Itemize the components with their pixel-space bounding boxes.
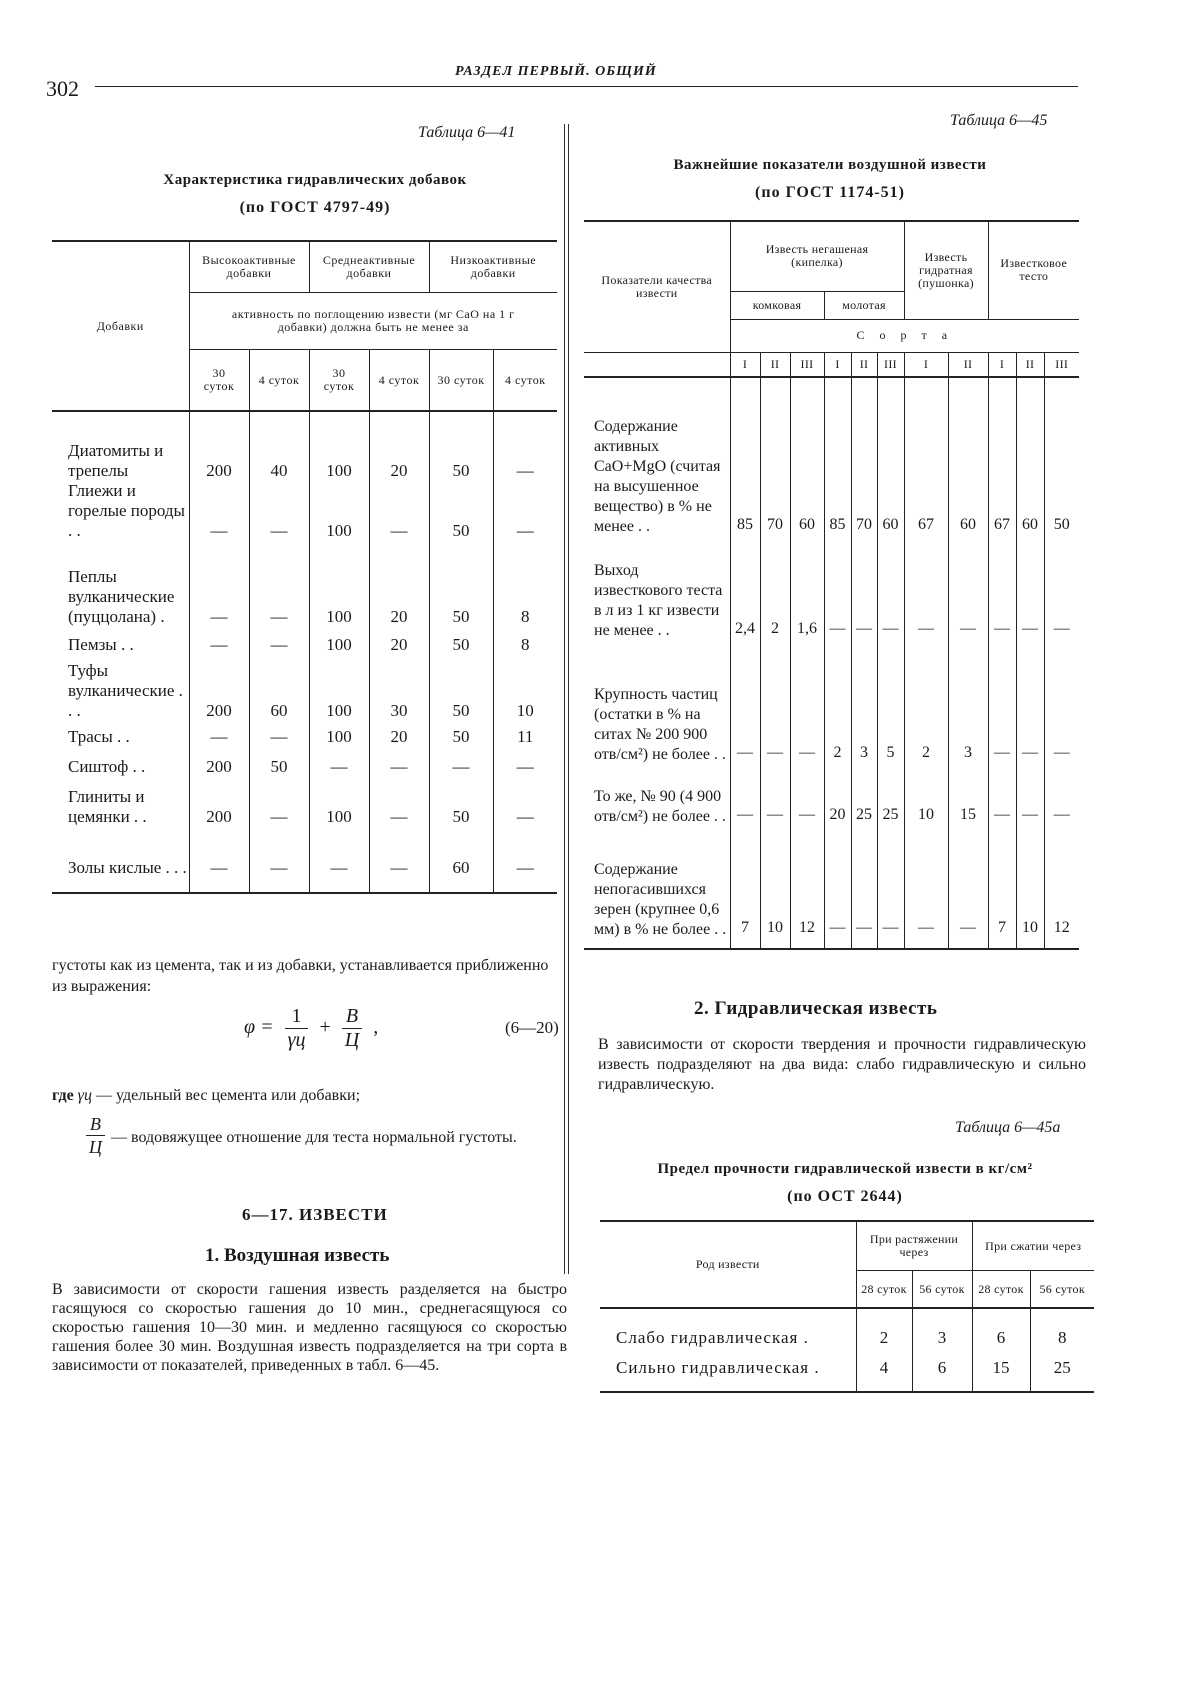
cell: 25: [1053, 1358, 1071, 1377]
fraction-numerator: В: [86, 1113, 105, 1136]
cell: 200: [189, 777, 249, 827]
legend-fraction: [86, 1113, 105, 1158]
cell: —: [948, 537, 988, 641]
page-number: 302: [46, 76, 79, 101]
running-head: РАЗДЕЛ ПЕРВЫЙ. ОБЩИЙ: [455, 64, 657, 79]
legend-definition: — удельный вес цемента или добавки;: [95, 1087, 361, 1104]
cell: —: [189, 481, 249, 541]
subsection-heading: 1. Воздушная известь: [205, 1245, 390, 1266]
subgroup-ground: молотая: [824, 291, 904, 319]
fraction-water-binder: [342, 1005, 362, 1052]
cell: 15: [948, 765, 988, 827]
cell: —: [429, 747, 493, 777]
table-row: [52, 777, 557, 827]
cell: —: [851, 537, 877, 641]
cell: —: [904, 827, 948, 949]
cell: 10: [516, 701, 534, 720]
cell: —: [369, 777, 429, 827]
cell: 20: [369, 429, 429, 481]
section-heading: 6—17. ИЗВЕСТИ: [242, 1205, 388, 1224]
table-45a-title: Предел прочности гидравлической извести в кг/см²: [657, 1161, 1033, 1177]
table-41-label: Таблица 6—41: [418, 124, 516, 141]
group-tension: При растяжении через: [856, 1221, 972, 1271]
cell: 60: [790, 377, 824, 537]
grade-header: III: [790, 353, 824, 377]
cell: —: [760, 765, 790, 827]
cell: —: [189, 627, 249, 655]
row-name: Трасы . .: [52, 721, 189, 747]
cell: —: [730, 641, 760, 765]
cell: —: [790, 641, 824, 765]
cell: —: [189, 827, 249, 893]
cell: —: [760, 641, 790, 765]
legend-line-2: [52, 1113, 572, 1158]
cell: 4: [856, 1353, 912, 1392]
cell: —: [851, 827, 877, 949]
legend-definition: — водовяжущее отношение для теста нормальной густоты.: [111, 1129, 517, 1146]
fraction-numerator: 1: [285, 1005, 309, 1029]
table-row: [52, 721, 557, 747]
cell: —: [988, 641, 1016, 765]
cell: —: [249, 481, 309, 541]
cell: 60: [429, 827, 493, 893]
cell: 3: [912, 1308, 972, 1353]
row-name: Крупность частиц (остатки в % на ситах № 200 900 отв/см²) не более . .: [584, 641, 730, 765]
grade-header: II: [760, 353, 790, 377]
table-45-standard: (по ГОСТ 1174-51): [755, 184, 905, 201]
cell: —: [790, 765, 824, 827]
cell: —: [516, 521, 534, 540]
row-name: Пемзы . .: [52, 627, 189, 655]
cell: 20: [369, 541, 429, 627]
table-45a: [600, 1220, 1094, 1393]
cell: 200: [189, 747, 249, 777]
group-low: Низкоактивные добавки: [450, 253, 537, 280]
table-41-title: Характеристика гидравлических добавок: [163, 172, 467, 188]
cell: 1,6: [790, 537, 824, 641]
cell: 60: [948, 377, 988, 537]
subsection-heading: 2. Гидравлическая известь: [694, 998, 938, 1019]
cell: —: [249, 827, 309, 893]
cell: 100: [309, 481, 369, 541]
cell: 2: [824, 641, 851, 765]
cell: 100: [309, 627, 369, 655]
formula-legend: [52, 1085, 572, 1158]
period-header: 28 суток: [972, 1271, 1030, 1309]
cell: 25: [877, 765, 904, 827]
cell: —: [948, 827, 988, 949]
grade-header: I: [824, 353, 851, 377]
cell: 60: [1016, 377, 1044, 537]
subgroup-lump: комковая: [730, 291, 824, 319]
table-row: [52, 655, 557, 721]
formula-plus: +: [319, 1016, 331, 1039]
grade-header: III: [1044, 353, 1079, 377]
group-lime-paste: Известковое тесто: [1000, 256, 1068, 284]
cell: 12: [1053, 918, 1070, 936]
grade-header: II: [1016, 353, 1044, 377]
cell: —: [249, 721, 309, 747]
cell: —: [369, 827, 429, 893]
cell: 50: [1053, 515, 1070, 533]
table-45-title: Важнейшие показатели воздушной извести: [673, 157, 987, 173]
period-header: 4 суток: [504, 372, 546, 387]
table-45: [584, 220, 1079, 950]
period-header: 56 суток: [912, 1271, 972, 1309]
cell: 67: [904, 377, 948, 537]
cell: 100: [309, 655, 369, 721]
cell: 5: [877, 641, 904, 765]
cell: —: [369, 481, 429, 541]
group-compression: При сжатии через: [985, 1238, 1082, 1253]
cell: 12: [790, 827, 824, 949]
period-header: 30 суток: [309, 350, 369, 412]
period-header: 30 суток: [189, 350, 249, 412]
cell: —: [249, 777, 309, 827]
cell: —: [1016, 641, 1044, 765]
cell: 10: [904, 765, 948, 827]
table-45a-standard: (по ОСТ 2644): [787, 1188, 903, 1205]
cell: 67: [988, 377, 1016, 537]
table-row: [584, 537, 1079, 641]
cell: 10: [760, 827, 790, 949]
cell: —: [369, 747, 429, 777]
cell: 50: [429, 429, 493, 481]
cell: 50: [429, 655, 493, 721]
cell: 85: [824, 377, 851, 537]
cell: —: [189, 541, 249, 627]
formula-comma: ,: [373, 1016, 379, 1039]
cell: 25: [851, 765, 877, 827]
cell: 60: [877, 377, 904, 537]
cell: —: [730, 765, 760, 827]
cell: 6: [972, 1308, 1030, 1353]
cell: —: [189, 721, 249, 747]
formula: [244, 1005, 378, 1052]
paragraph-density: густоты как из цемента, так и из добавки, устанавливается приближенно из выражения:: [52, 957, 549, 995]
table-row: [584, 641, 1079, 765]
grade-header: II: [948, 353, 988, 377]
grade-header: I: [988, 353, 1016, 377]
cell: —: [877, 827, 904, 949]
row-name: Слабо гидравлическая .: [600, 1308, 856, 1353]
row-name: Пеплы вулканические (пуццолана) .: [52, 541, 189, 627]
cell: —: [988, 537, 1016, 641]
col-indicators-header: Показатели качества извести: [584, 221, 730, 353]
paragraph-air-lime: В зависимости от скорости гашения известь разделяется на быстро гасящуюся со скоростью гашения до 10 мин., среднегасящуюся со скоростью гашения 10—30 мин. и медленно гасящуюся со скоростью гашения более 30 мин. Воздушная известь подразделяется на три сорта в зависимости от показателей, приведенных в табл. 6—45.: [52, 1281, 567, 1374]
col-kind-header: Род извести: [600, 1221, 856, 1308]
table-row: [52, 481, 557, 541]
fraction-one-over-gamma: [285, 1005, 309, 1052]
group-unslaked-lime: Известь негашеная (кипелка): [730, 221, 904, 291]
where-word: где: [52, 1087, 74, 1104]
table-row: [52, 541, 557, 627]
table-45-label: Таблица 6—45: [950, 112, 1048, 129]
table-41: [52, 240, 557, 894]
row-name: Золы кислые . . .: [52, 827, 189, 893]
cell: 100: [309, 541, 369, 627]
row-name: Выход известкового теста в л из 1 кг извести не менее . .: [584, 537, 730, 641]
cell: —: [1053, 805, 1070, 823]
cell: —: [309, 827, 369, 893]
cell: 3: [851, 641, 877, 765]
col-additives-header: Добавки: [52, 241, 189, 411]
fraction-numerator: В: [342, 1005, 362, 1029]
cell: 100: [309, 777, 369, 827]
table-row: [584, 377, 1079, 537]
cell: —: [988, 765, 1016, 827]
group-high: Высокоактивные добавки: [189, 241, 309, 293]
cell: 2: [760, 537, 790, 641]
table-row: [600, 1353, 1094, 1392]
cell: 200: [189, 655, 249, 721]
group-medium: Среднеактивные добавки: [309, 241, 429, 293]
cell: 50: [429, 627, 493, 655]
grade-header: III: [877, 353, 904, 377]
cell: 85: [730, 377, 760, 537]
table-row: [52, 627, 557, 655]
table-row: [584, 827, 1079, 949]
cell: 10: [1016, 827, 1044, 949]
cell: 2: [904, 641, 948, 765]
cell: —: [516, 757, 534, 776]
row-name: Содержание активных CaO+MgO (считая на высушенное вещество) в % не менее . .: [584, 377, 730, 537]
cell: —: [1016, 765, 1044, 827]
period-header: 30 суток: [429, 350, 493, 412]
cell: 30: [369, 655, 429, 721]
period-header: 4 суток: [369, 350, 429, 412]
row-name: Сильно гидравлическая .: [600, 1353, 856, 1392]
row-name: Глиежи и горелые породы . .: [52, 481, 189, 541]
cell: 8: [521, 635, 530, 654]
row-name: Содержание непогасившихся зерен (крупнее 0,6 мм) в % не более . .: [584, 827, 730, 949]
cell: 40: [249, 429, 309, 481]
fraction-denominator: γц: [287, 1029, 306, 1051]
cell: 3: [948, 641, 988, 765]
cell: —: [516, 807, 534, 826]
cell: 50: [429, 481, 493, 541]
row-name: Туфы вулканические . . .: [52, 655, 189, 721]
cell: —: [824, 827, 851, 949]
period-header: 56 суток: [1030, 1271, 1094, 1309]
table-row: [584, 765, 1079, 827]
cell: —: [516, 858, 534, 877]
cell: 8: [1058, 1328, 1067, 1347]
period-header: 4 суток: [249, 350, 309, 412]
grade-header: I: [904, 353, 948, 377]
cell: 15: [972, 1353, 1030, 1392]
table-row: [52, 747, 557, 777]
activity-note: активность по поглощению извести (мг CaO на 1 г добавки) должна быть не менее за: [189, 293, 557, 350]
table-row: [600, 1308, 1094, 1353]
cell: —: [249, 541, 309, 627]
cell: —: [1053, 743, 1070, 761]
equation-number: (6—20): [505, 1018, 559, 1037]
cell: 20: [824, 765, 851, 827]
table-41-standard: (по ГОСТ 4797-49): [239, 199, 391, 216]
cell: —: [904, 537, 948, 641]
table-row: [52, 429, 557, 481]
cell: 70: [760, 377, 790, 537]
header-rule: [95, 86, 1078, 87]
period-header: 28 суток: [856, 1271, 912, 1309]
table-45a-label: Таблица 6—45а: [955, 1119, 1061, 1136]
table-row: [52, 827, 557, 893]
cell: —: [249, 627, 309, 655]
cell: 20: [369, 627, 429, 655]
cell: 70: [851, 377, 877, 537]
cell: 8: [521, 607, 530, 626]
cell: 50: [429, 777, 493, 827]
grade-header: II: [851, 353, 877, 377]
row-name: То же, № 90 (4 900 отв/см²) не более . .: [584, 765, 730, 827]
cell: —: [309, 747, 369, 777]
cell: 11: [517, 727, 534, 746]
fraction-denominator: Ц: [89, 1137, 102, 1157]
cell: 60: [249, 655, 309, 721]
cell: 50: [429, 721, 493, 747]
cell: —: [824, 537, 851, 641]
paragraph-hydraulic-lime: В зависимости от скорости твердения и прочности гидравлическую известь подразделяют на два вида: слабо гидравлическую и сильно гидравлическую.: [598, 1036, 1086, 1093]
fraction-denominator: Ц: [344, 1029, 360, 1051]
cell: 200: [189, 429, 249, 481]
group-hydrated-lime: Известь гидратная (пушонка): [904, 221, 988, 319]
cell: 100: [309, 429, 369, 481]
cell: 20: [369, 721, 429, 747]
legend-line-1: [52, 1085, 572, 1107]
row-name: Глиниты и цемянки . .: [52, 777, 189, 827]
grades-label: С о р т а: [730, 319, 1079, 352]
cell: —: [516, 461, 534, 480]
cell: 7: [730, 827, 760, 949]
cell: —: [1016, 537, 1044, 641]
cell: —: [1053, 619, 1070, 637]
row-name: Сиштоф . .: [52, 747, 189, 777]
cell: 50: [429, 541, 493, 627]
cell: —: [877, 537, 904, 641]
row-name: Диатомиты и трепелы: [52, 429, 189, 481]
cell: 100: [309, 721, 369, 747]
cell: 2: [856, 1308, 912, 1353]
formula-lhs: φ =: [244, 1016, 274, 1039]
cell: 2,4: [730, 537, 760, 641]
legend-symbol: γц: [77, 1087, 92, 1104]
cell: 7: [988, 827, 1016, 949]
cell: 6: [912, 1353, 972, 1392]
grade-header: I: [730, 353, 760, 377]
cell: 50: [249, 747, 309, 777]
